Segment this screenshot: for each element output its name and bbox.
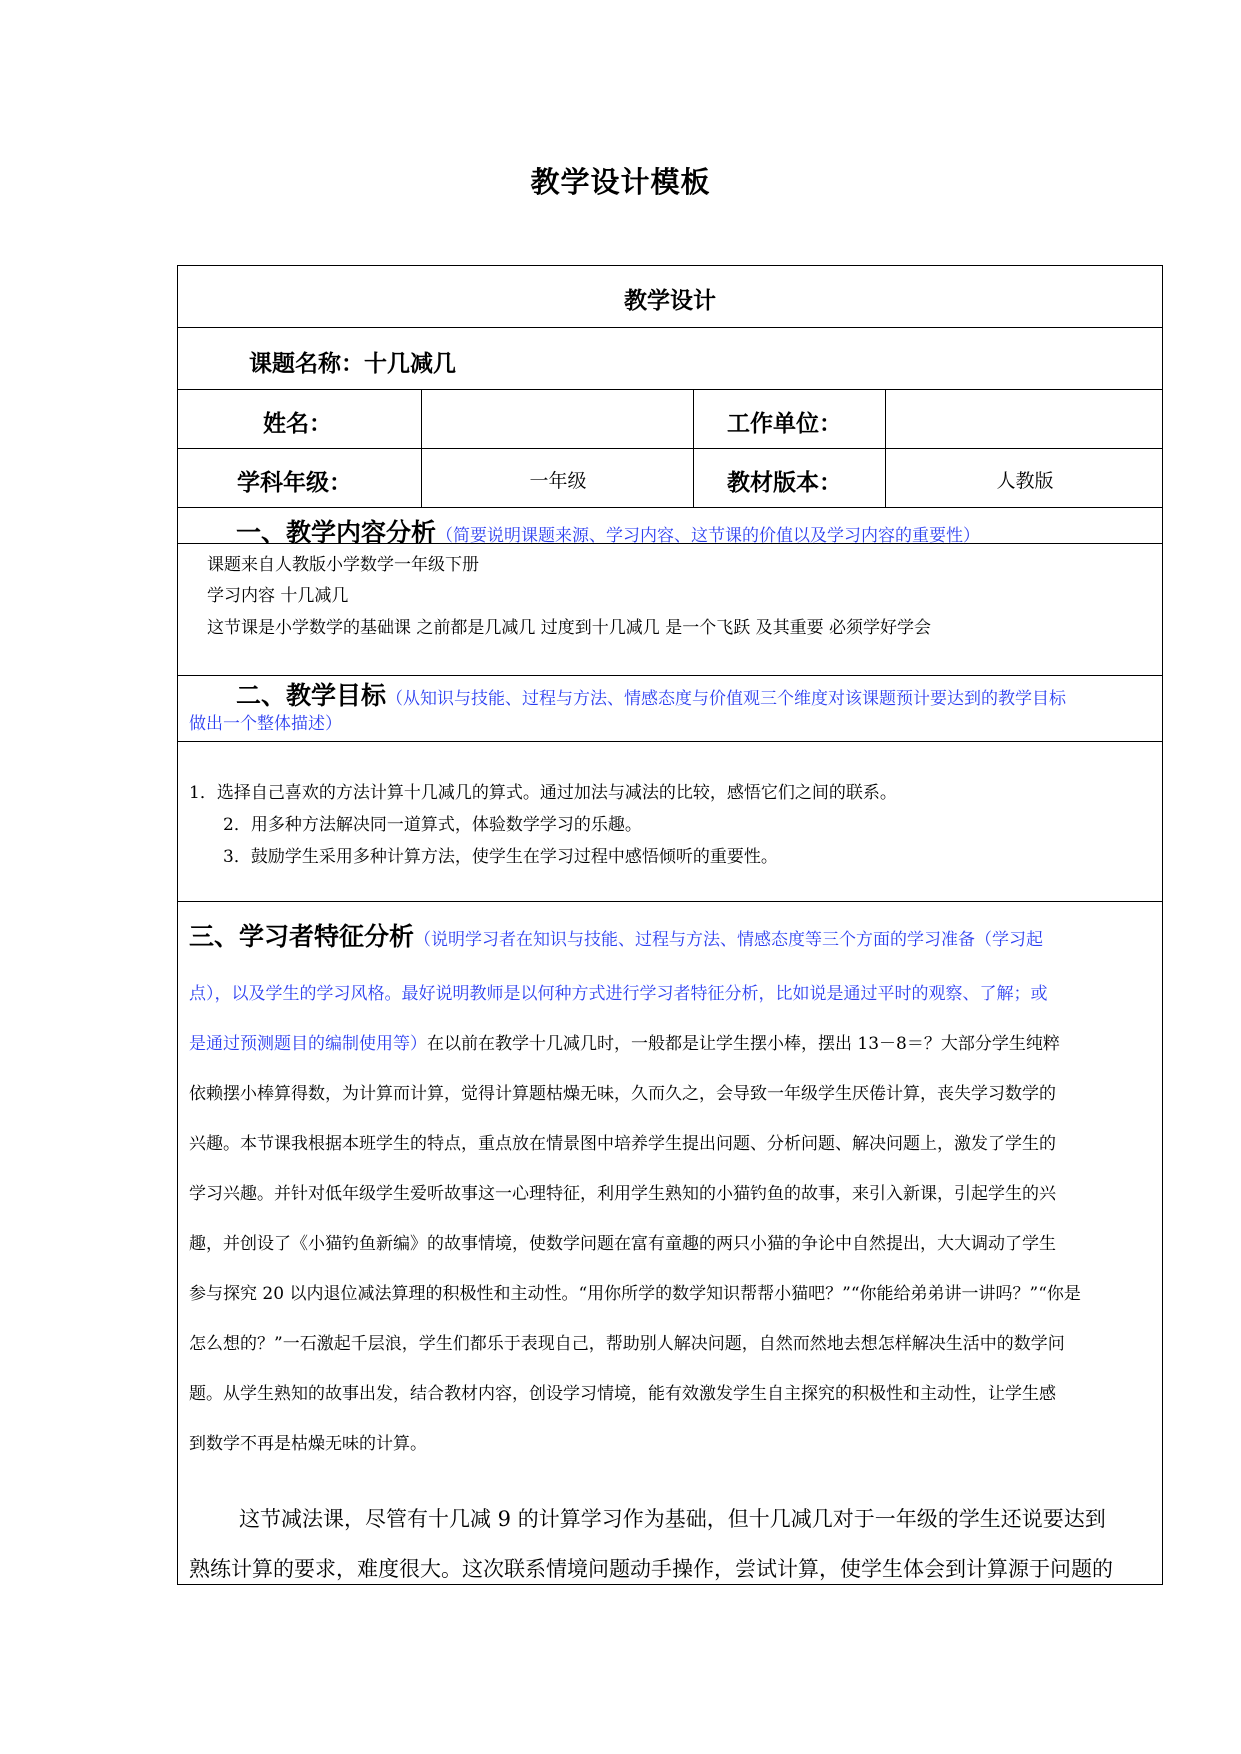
goal-item: 2．用多种方法解决同一道算式，体验数学学习的乐趣。 — [223, 815, 642, 835]
section3-line: 到数学不再是枯燥无味的计算。 — [189, 1434, 427, 1454]
table-border-right — [1162, 265, 1163, 1585]
section2-note-cont — [189, 709, 342, 734]
section3-line: 参与探究 20 以内退位减法算理的积极性和主动性。“用你所学的数学知识帮帮小猫吧？”“你能给弟弟讲一讲吗？”“你是 — [189, 1284, 1081, 1304]
section2-heading: 二、教学目标 — [236, 681, 387, 710]
table-border-top — [177, 265, 1163, 266]
section3-line: 学习兴趣。并针对低年级学生爱听故事这一心理特征，利用学生熟知的小猫钓鱼的故事，来引入新课，引起学生的兴 — [189, 1184, 1056, 1204]
row-divider — [177, 741, 1163, 742]
topic-label: 课题名称： — [249, 350, 364, 377]
row-divider — [177, 507, 1163, 508]
document-title: 教学设计模板 — [530, 165, 711, 199]
table-border-left — [177, 265, 178, 1585]
edition-value: 人教版 — [996, 470, 1054, 492]
section3-line: 题。从学生熟知的故事出发，结合教材内容，创设学习情境，能有效激发学生自主探究的积极性和主动性，让学生感 — [189, 1384, 1056, 1404]
section3-note: （说明学习者在知识与技能、过程与方法、情感态度等三个方面的学习准备（学习起 — [414, 930, 1044, 950]
unit-label: 工作单位： — [727, 410, 842, 437]
section3-line: 依赖摆小棒算得数，为计算而计算，觉得计算题枯燥无味，久而久之，会导致一年级学生厌倦计算，丧失学习数学的 — [189, 1084, 1056, 1104]
section3-note-c: 是通过预测题目的编制使用等） — [189, 1034, 427, 1054]
name-label: 姓名： — [263, 410, 332, 437]
row-divider — [177, 327, 1163, 328]
section3-line: 兴趣。本节课我根据本班学生的特点，重点放在情景图中培养学生提出问题、分析问题、解决问题上，激发了学生的 — [189, 1134, 1056, 1154]
table-border-bottom — [177, 1584, 1163, 1585]
section2-note: （从知识与技能、过程与方法、情感态度与价值观三个维度对该课题预计要达到的教学目标 — [386, 689, 1067, 709]
section1-heading: 一、教学内容分析 — [236, 518, 437, 547]
goal-item: 1．选择自己喜欢的方法计算十几减几的算式。通过加法与减法的比较，感悟它们之间的联系。 — [189, 783, 897, 803]
section3-para2-line: 这节减法课，尽管有十几减 9 的计算学习作为基础，但十几减几对于一年级的学生还说要达到 — [239, 1507, 1106, 1531]
row-divider — [177, 901, 1163, 902]
section3-para2-line: 熟练计算的要求，难度很大。这次联系情境问题动手操作，尝试计算，使学生体会到计算源于问题的 — [189, 1557, 1113, 1581]
section3-line-row — [189, 1029, 1060, 1054]
section3-note-row — [189, 979, 1048, 1004]
goal-item: 3．鼓励学生采用多种计算方法，使学生在学习过程中感悟倾听的重要性。 — [223, 847, 778, 867]
section2-heading-row — [236, 676, 1066, 712]
col-divider — [885, 389, 886, 508]
section3-heading-row — [189, 917, 1043, 953]
section1-heading-row — [236, 513, 980, 549]
col-divider — [421, 389, 422, 508]
section3-line: 怎么想的？”一石激起千层浪，学生们都乐于表现自己，帮助别人解决问题，自然而然地去想怎样解决生活中的数学问 — [189, 1334, 1065, 1354]
grade-label: 学科年级： — [237, 469, 352, 496]
section1-note: （简要说明课题来源、学习内容、这节课的价值以及学习内容的重要性） — [436, 526, 981, 546]
edition-label: 教材版本： — [727, 469, 842, 496]
topic-row — [249, 345, 456, 378]
section3-note-b: 点），以及学生的学习风格。最好说明教师是以何种方式进行学习者特征分析，比如说是通过平时的观察、了解；或 — [189, 984, 1048, 1004]
section3-heading: 三、学习者特征分析 — [189, 922, 415, 951]
section3-line: 趣，并创设了《小猫钓鱼新编》的故事情境，使数学问题在富有童趣的两只小猫的争论中自然提出，大大调动了学生 — [189, 1234, 1056, 1254]
table-title: 教学设计 — [624, 287, 716, 314]
section1-line: 课题来自人教版小学数学一年级下册 — [207, 555, 479, 575]
grade-value: 一年级 — [529, 470, 587, 492]
topic-value: 十几减几 — [364, 350, 456, 377]
design-table — [177, 265, 1163, 1585]
section2-note-line2: 做出一个整体描述） — [189, 714, 342, 734]
section1-line: 学习内容 十几减几 — [207, 586, 349, 606]
col-divider — [693, 389, 694, 508]
section3-text: 在以前在教学十几减几时，一般都是让学生摆小棒，摆出 13－8＝？大部分学生纯粹 — [427, 1034, 1060, 1054]
section1-line: 这节课是小学数学的基础课 之前都是几减几 过度到十几减几 是一个飞跃 及其重要 必须学好学会 — [207, 618, 932, 638]
row-divider — [177, 389, 1163, 390]
row-divider — [177, 448, 1163, 449]
